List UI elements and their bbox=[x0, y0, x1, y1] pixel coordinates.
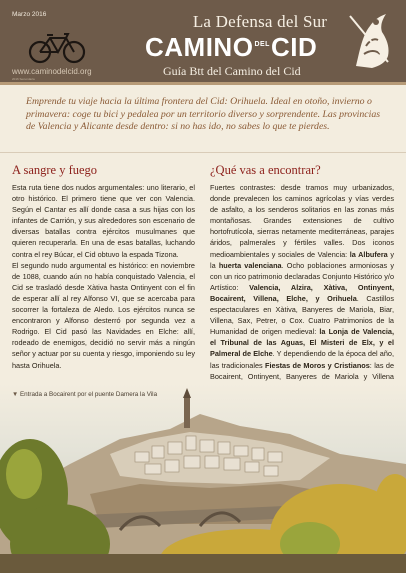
title-cid: CID bbox=[270, 32, 318, 62]
photo-caption bbox=[12, 391, 157, 398]
cid-logo-icon bbox=[342, 6, 398, 72]
bold-run: Valencia, Alzira, Xàtiva, Ontinyent, Bocairent, Villena, Elche, y Orihuela bbox=[210, 282, 394, 303]
header-title-top: La Defensa del Sur bbox=[192, 12, 328, 31]
bold-run: la Albufera bbox=[349, 249, 388, 259]
text-run: . Ocho poblaciones armoniosas y con un rico patrimonio declaradas Conjunto Histórico y/o Artístico: bbox=[210, 260, 395, 292]
text-run: . Y dependiendo de la época del año, las tradicionales bbox=[210, 349, 394, 370]
caption-triangle-icon: ▼ bbox=[12, 391, 19, 398]
header-banner bbox=[0, 0, 406, 82]
bold-run: la Lonja de Valencia, el Tribunal de las Aguas, El Misteri de Elx, y el Palmeral de Elche bbox=[210, 327, 394, 359]
left-paragraph-1: Esta ruta tiene dos nudos argumentales: uno literario, el otro histórico. El primero tiene que ver con Valencia. Según el Cantar es allí donde casa a sus hijas con los infantes de Carrión, y sus alrededores son escenario de diversas batallas contra ejércitos musulmanes que quieren recuperarla. En una de esas batallas, luchando contra el rey Búcar, el Cid obtuvo la espada Tizona. bbox=[12, 183, 195, 259]
header-subtitle: Guía Btt del Camino del Cid bbox=[163, 64, 301, 78]
title-camino: CAMINO bbox=[145, 32, 254, 62]
bold-run: Fiestas de Moros y Cristianos bbox=[265, 360, 370, 370]
website-link[interactable]: www.caminodelcid.org bbox=[12, 67, 92, 76]
intro-paragraph: Emprende tu viaje hacia la última frontera del Cid: Orihuela. Ideal en otoño, invierno o primavera: coge tu bici y pedalea por un territorio diverso y sorprendente. Las provincias de Valencia y Alicante desde dentro: si no has ido, no sabes lo que te pierdes. bbox=[26, 96, 381, 133]
text-run: Fuertes contrastes: desde tramos muy urbanizados, donde prevalecen los caminos agrícolas y vías verdes de asfalto, a los senderos solitarios en las zonas más montañosas. Grandes extensiones de cultivo hortofrutícola, sierras netamente mediterráneas, parajes áridos, palmerales y fértiles valles. Dos iconos medioambientales y sociales de Valencia: bbox=[210, 183, 394, 259]
website-sublabel: 2016 Secundaria bbox=[12, 77, 35, 81]
bocairent-landscape-photo bbox=[0, 384, 406, 573]
bold-run: huerta valenciana bbox=[218, 260, 282, 270]
text-run: . Castillos espectaculares en Xàtiva, Banyeres de Mariola, Biar, Villena, Sax, Petrer, o Cox. Cuatro Patrimonios de la Humanidad de origen medieval: bbox=[210, 293, 394, 337]
left-heading: A sangre y fuego bbox=[12, 163, 98, 177]
issue-date: Marzo 2016 bbox=[12, 11, 47, 18]
right-paragraph bbox=[210, 182, 394, 404]
section-divider bbox=[0, 152, 406, 153]
right-heading: ¿Qué vas a encontrar? bbox=[210, 163, 321, 177]
right-column bbox=[210, 163, 394, 404]
bicycle-icon bbox=[28, 30, 86, 64]
header-stripe bbox=[0, 82, 406, 85]
title-del: DEL bbox=[254, 41, 270, 48]
left-column bbox=[12, 163, 195, 371]
header-title-main bbox=[145, 32, 317, 63]
text-run: y la bbox=[210, 249, 394, 270]
left-paragraph-2: El segundo nudo argumental es histórico: en noviembre de 1088, cuando aún no había conquistado Valencia, el Cid se trasladó desde Xàtiva hasta Ontinyent con el fin de esperar allí al rey Alfonso VI, que se acercaba para socorrer la fortaleza de Aledo. Los ejércitos nunca se encontraron y Alfonso desterró por segunda vez a Rodrigo. El Cid pasó las Navidades en Elche: allí, rodeado de enemigos, decidió no servir más a ningún señor y actuar por su cuenta y riesgo, imponiendo su ley hasta Orihuela. bbox=[12, 260, 195, 370]
text-run: : las de Bocairent, Ontinyent, Banyeres de Mariola y Villena bbox=[210, 360, 394, 381]
caption-text: Entrada a Bocairent por el puente Damera la Vila bbox=[19, 391, 158, 398]
